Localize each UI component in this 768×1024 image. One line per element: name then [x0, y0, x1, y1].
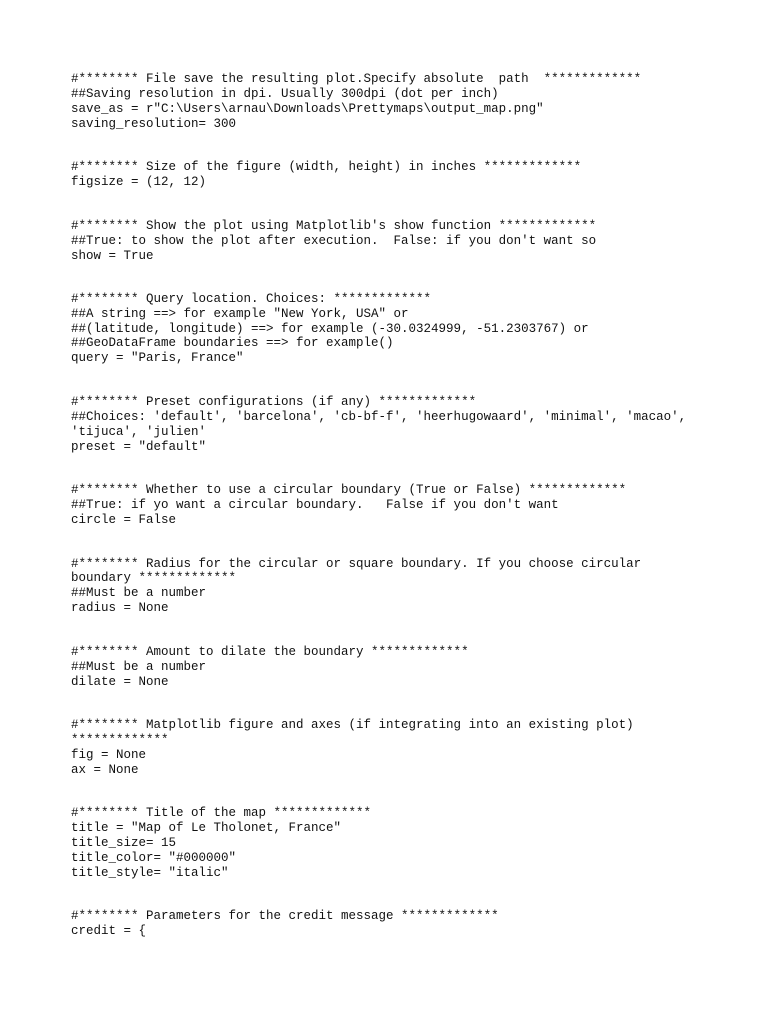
code-line: ##True: to show the plot after execution. False: if you don't want so	[71, 234, 597, 248]
code-line: 'tijuca', 'julien'	[71, 425, 207, 439]
code-line: title_style= "italic"	[71, 866, 229, 880]
code-line: saving_resolution= 300	[71, 117, 237, 131]
code-line: query = "Paris, France"	[71, 351, 244, 365]
code-line: #******** Parameters for the credit message *************	[71, 909, 499, 923]
code-line: ##Choices: 'default', 'barcelona', 'cb-bf-f', 'heerhugowaard', 'minimal', 'macao',	[71, 410, 687, 424]
code-line: #******** Radius for the circular or square boundary. If you choose circular	[71, 557, 642, 571]
code-line: dilate = None	[71, 675, 169, 689]
code-line: ##Must be a number	[71, 586, 207, 600]
code-line: preset = "default"	[71, 440, 207, 454]
code-line: circle = False	[71, 513, 177, 527]
code-line: #******** Amount to dilate the boundary *************	[71, 645, 469, 659]
code-line: title = "Map of Le Tholonet, France"	[71, 821, 342, 835]
code-line: boundary *************	[71, 571, 237, 585]
code-line: #******** Whether to use a circular boundary (True or False) *************	[71, 483, 627, 497]
code-line: #******** Show the plot using Matplotlib's show function *************	[71, 219, 597, 233]
code-line: ##GeoDataFrame boundaries ==> for example()	[71, 336, 394, 350]
code-line: *************	[71, 733, 169, 747]
code-line: ##(latitude, longitude) ==> for example (-30.0324999, -51.2303767) or	[71, 322, 589, 336]
code-line: ax = None	[71, 763, 139, 777]
code-line: figsize = (12, 12)	[71, 175, 207, 189]
code-line: show = True	[71, 249, 154, 263]
code-line: fig = None	[71, 748, 147, 762]
code-line: credit = {	[71, 924, 147, 938]
code-line: ##Must be a number	[71, 660, 207, 674]
code-line: ##A string ==> for example "New York, USA" or	[71, 307, 409, 321]
code-line: title_color= "#000000"	[71, 851, 237, 865]
code-line: radius = None	[71, 601, 169, 615]
code-line: #******** Matplotlib figure and axes (if integrating into an existing plot)	[71, 718, 634, 732]
code-line: ##True: if yo want a circular boundary. False if you don't want	[71, 498, 559, 512]
code-line: #******** Title of the map *************	[71, 806, 372, 820]
code-line: #******** File save the resulting plot.Specify absolute path *************	[71, 72, 642, 86]
code-line: save_as = r"C:\Users\arnau\Downloads\Prettymaps\output_map.png"	[71, 102, 544, 116]
code-line: #******** Size of the figure (width, height) in inches *************	[71, 160, 582, 174]
code-line: #******** Query location. Choices: *************	[71, 292, 432, 306]
code-line: title_size= 15	[71, 836, 177, 850]
code-line: #******** Preset configurations (if any) *************	[71, 395, 477, 409]
code-line: ##Saving resolution in dpi. Usually 300dpi (dot per inch)	[71, 87, 499, 101]
